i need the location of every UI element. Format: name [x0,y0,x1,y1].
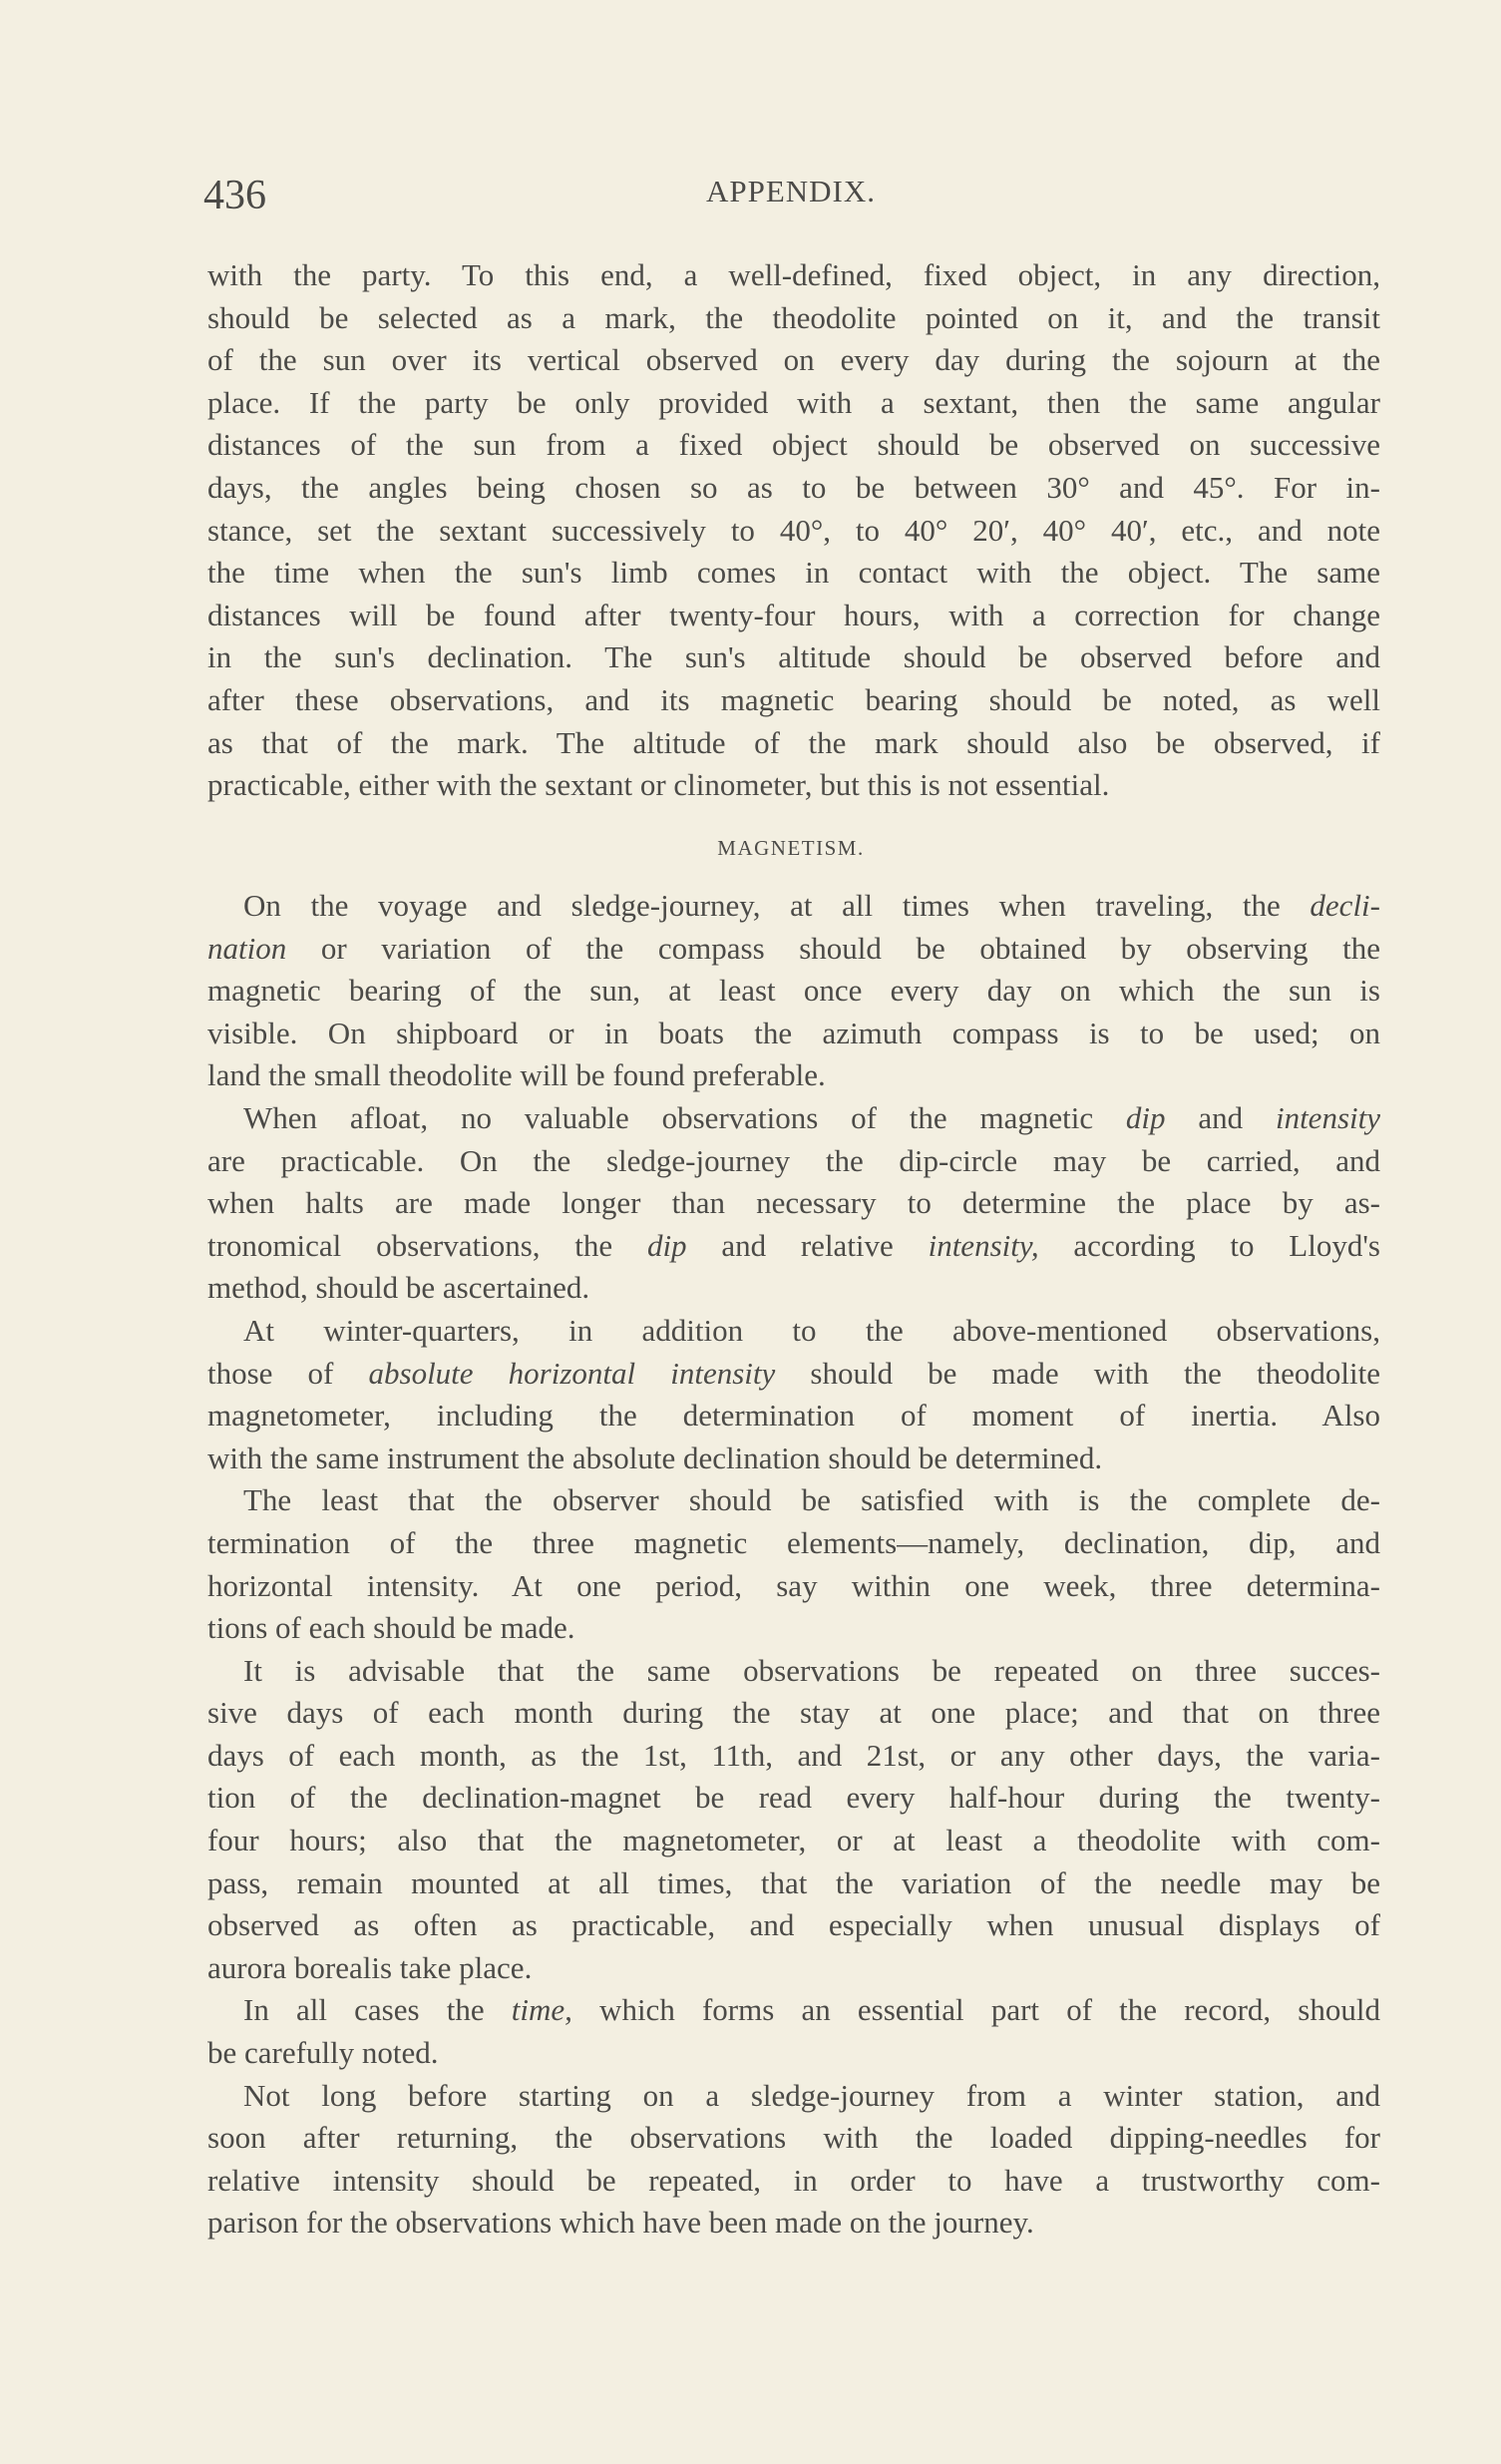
text-run: magnetometer, including the determination of moment of inertia. Also [207,1398,1380,1434]
text-run: parison for the observations which have been made on the journey. [207,2205,1034,2241]
italic-text-run: absolute horizontal intensity [368,1355,776,1391]
text-run: distances will be found after twenty-four hours, with a correction for change [207,597,1380,632]
text-run: aurora borealis take place. [207,1949,533,1985]
page-number: 436 [203,173,266,218]
italic-text-run: intensity [1275,1099,1380,1135]
text-run: the time when the sun's limb comes in contact with the object. The same [207,555,1380,591]
text-run: On the voyage and sledge-journey, at all times when traveling, the [243,888,1311,923]
text-line [207,679,1380,722]
text-run: should be made with the theodolite [775,1355,1380,1391]
text-line [207,1182,1380,1225]
text-line [207,510,1380,553]
text-run: tronomical observations, the [207,1227,647,1263]
text-run: distances of the sun from a fixed object should be observed on successive [207,427,1380,463]
magnetism-section-body [207,885,1380,2245]
italic-text-run: dip [1125,1099,1166,1135]
text-line [207,1054,1380,1097]
text-line [207,1013,1380,1055]
text-run: days, the angles being chosen so as to be between 30° and 45°. For in- [207,469,1380,505]
text-run: magnetic bearing of the sun, at least once every day on which the sun is [207,973,1380,1009]
text-run: or variation of the compass should be obtained by observing the [286,930,1380,966]
text-line [207,552,1380,595]
text-run: pass, remain mounted at all times, that the variation of the needle may be [207,1864,1380,1900]
text-line [207,2032,1380,2075]
text-run: termination of the three magnetic elements—namely, declination, dip, and [207,1524,1380,1560]
text-run: with the same instrument the absolute declination should be determined. [207,1439,1103,1475]
text-run: should be selected as a mark, the theodolite pointed on it, and the transit [207,299,1380,335]
paragraph [207,1310,1380,1479]
text-run: tions of each should be made. [207,1610,575,1646]
text-run: in the sun's declination. The sun's altitude should be observed before and [207,639,1380,675]
text-run: of the sun over its vertical observed on every day during the sojourn at the [207,342,1380,378]
text-line [207,1395,1380,1437]
text-run: relative intensity should be repeated, in order to have a trustworthy com- [207,2162,1380,2198]
text-run: place. If the party be only provided with a sextant, then the same angular [207,384,1380,420]
text-line [207,424,1380,467]
text-line [207,297,1380,340]
text-line [207,1140,1380,1183]
text-line [207,1607,1380,1650]
text-run: and relative [686,1227,929,1263]
text-line [207,722,1380,765]
text-run: be carefully noted. [207,2035,439,2071]
text-run: method, should be ascertained. [207,1270,590,1306]
italic-text-run: time, [511,1992,572,2028]
italic-text-run: intensity, [928,1227,1039,1263]
paragraph [207,2075,1380,2245]
text-line [207,1097,1380,1140]
paragraph [207,1989,1380,2074]
text-run: sive days of each month during the stay at one place; and that on three [207,1695,1380,1731]
text-run: Not long before starting on a sledge-journey from a winter station, and [243,2077,1380,2113]
text-line [207,1353,1380,1396]
paragraph [207,1097,1380,1310]
text-run: It is advisable that the same observations be repeated on three succes- [243,1652,1380,1688]
text-run: stance, set the sextant successively to 40°, to 40° 20′, 40° 40′, etc., and note [207,512,1380,548]
paragraph [207,1479,1380,1649]
text-run: as that of the mark. The altitude of the mark should also be observed, if [207,724,1380,760]
text-line [207,1904,1380,1947]
text-run: land the small theodolite will be found preferable. [207,1057,826,1093]
text-line [207,2075,1380,2118]
text-line [207,1565,1380,1608]
text-line [207,1735,1380,1778]
italic-text-run: nation [207,930,287,966]
italic-text-run: decli- [1310,888,1380,923]
text-line [207,970,1380,1013]
text-line [207,1310,1380,1353]
text-line [207,1437,1380,1480]
text-run: are practicable. On the sledge-journey the dip-circle may be carried, and [207,1142,1380,1178]
text-run: with the party. To this end, a well-defined, fixed object, in any direction, [207,257,1380,292]
text-line [207,339,1380,382]
text-run: soon after returning, the observations with the loaded dipping-needles for [207,2120,1380,2156]
text-line [207,2160,1380,2203]
text-line [207,764,1380,807]
text-run: days of each month, as the 1st, 11th, and 21st, or any other days, the varia- [207,1737,1380,1773]
text-line [207,1479,1380,1522]
text-line [207,254,1380,297]
text-line [207,1522,1380,1565]
text-line [207,885,1380,928]
text-run: observed as often as practicable, and especially when unusual displays of [207,1907,1380,1943]
text-line [207,1777,1380,1820]
text-run: In all cases the [243,1992,512,2028]
text-line [207,928,1380,971]
italic-text-run: dip [646,1227,687,1263]
continued-paragraph [207,254,1380,807]
text-line [207,595,1380,637]
paragraph [207,885,1380,1097]
text-line [207,636,1380,679]
text-run: which forms an essential part of the record, should [571,1992,1380,2028]
text-run: practicable, either with the sextant or clinometer, but this is not essential. [207,767,1110,803]
text-line [207,1989,1380,2032]
text-run: When afloat, no valuable observations of the magnetic [243,1099,1126,1135]
text-line [207,1820,1380,1862]
text-run: The least that the observer should be satisfied with is the complete de- [243,1482,1380,1518]
text-run: according to Lloyd's [1038,1227,1380,1263]
section-heading: MAGNETISM. [717,836,865,860]
text-line [207,467,1380,510]
text-line [207,1947,1380,1990]
text-line [207,1267,1380,1310]
text-line [207,1225,1380,1268]
text-line [207,1862,1380,1905]
text-run: when halts are made longer than necessary to determine the place by as- [207,1185,1380,1221]
text-run: tion of the declination-magnet be read every half-hour during the twenty- [207,1780,1380,1816]
text-line [207,2202,1380,2245]
text-run: visible. On shipboard or in boats the azimuth compass is to be used; on [207,1015,1380,1050]
text-run: those of [207,1355,369,1391]
text-line [207,382,1380,425]
text-line [207,1692,1380,1735]
text-run: At winter-quarters, in addition to the above-mentioned observations, [243,1312,1380,1348]
text-run: and [1165,1099,1276,1135]
paragraph [207,1650,1380,1990]
text-run: four hours; also that the magnetometer, or at least a theodolite with com- [207,1823,1380,1858]
text-line [207,2117,1380,2160]
text-run: horizontal intensity. At one period, say within one week, three determina- [207,1567,1380,1603]
text-run: after these observations, and its magnetic bearing should be noted, as well [207,681,1380,717]
text-line [207,1650,1380,1693]
running-title: APPENDIX. [705,174,877,208]
